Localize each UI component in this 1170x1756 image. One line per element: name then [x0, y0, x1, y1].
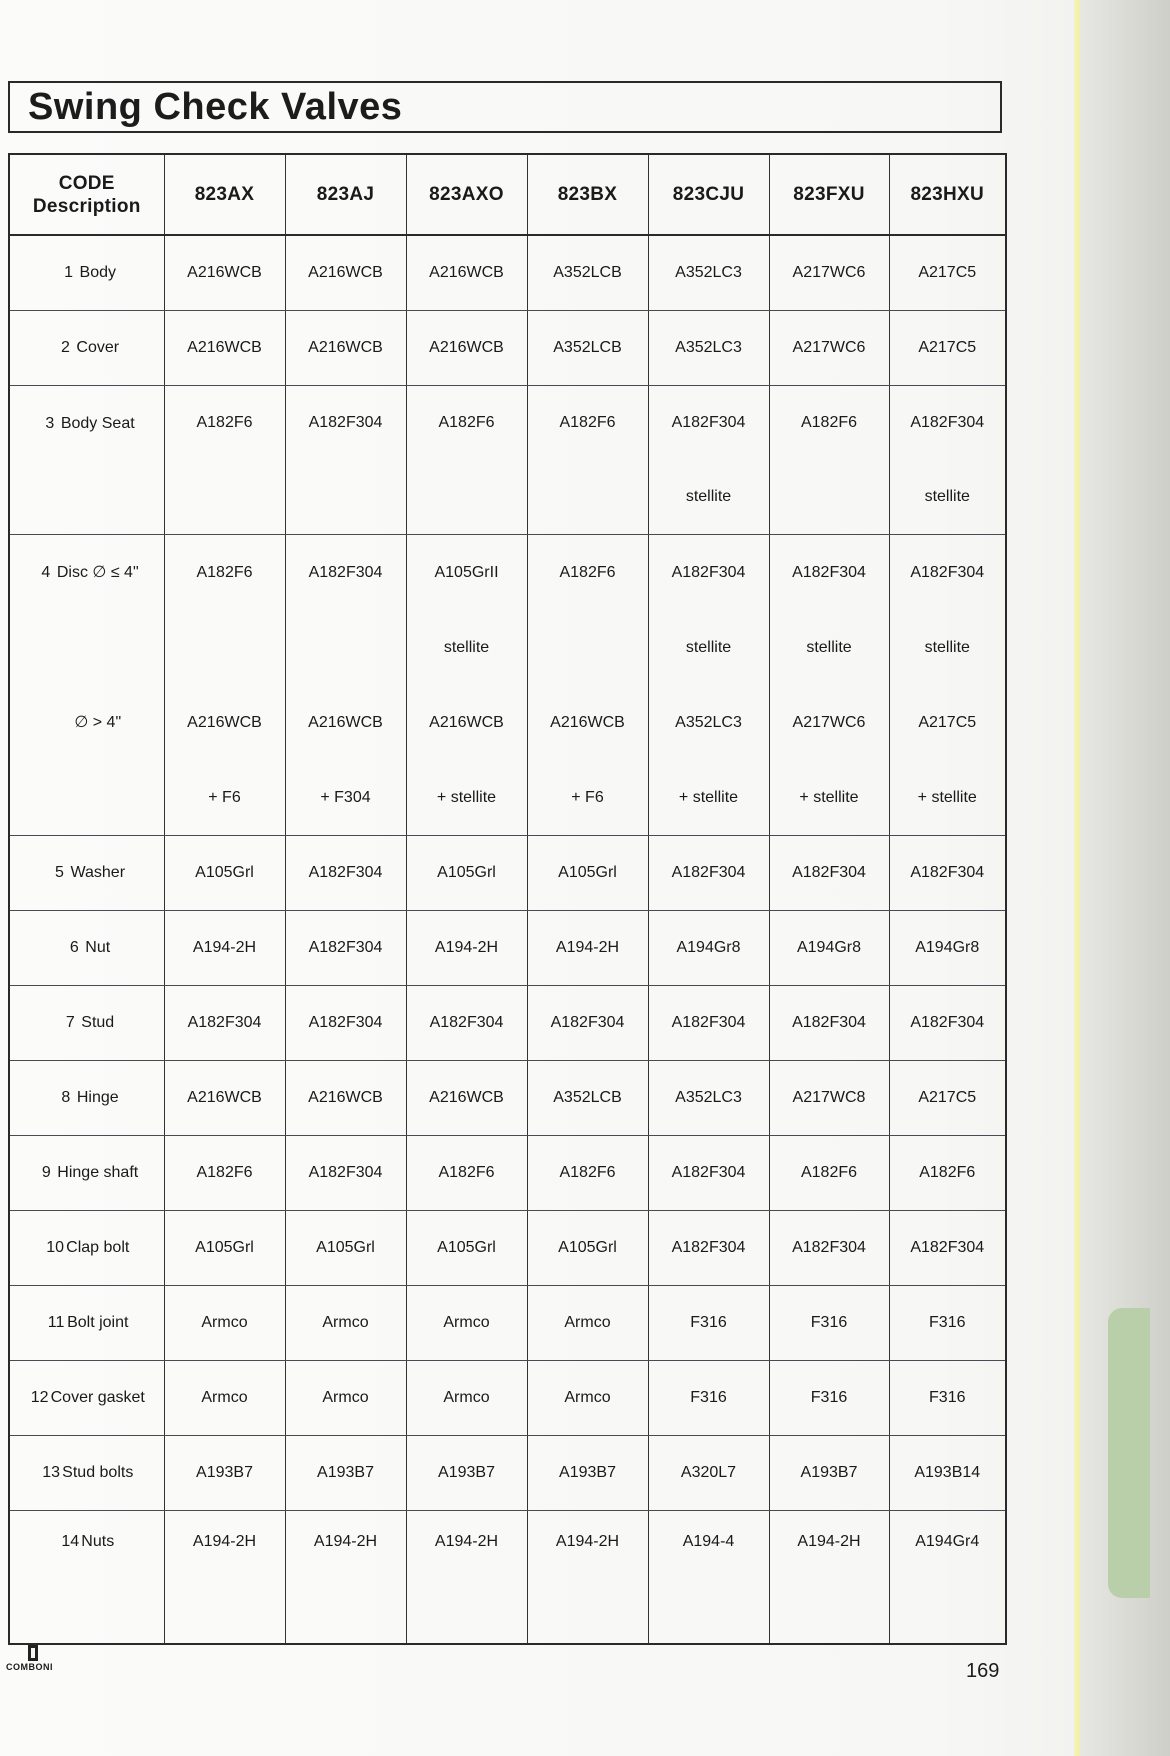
material-cell: A216WCB — [406, 311, 527, 386]
part-number: 11 — [47, 1314, 65, 1331]
material-cell — [769, 535, 889, 836]
part-name-variant: ∅ > 4" — [74, 714, 122, 731]
part-name: Disc ∅ ≤ 4" — [56, 564, 139, 581]
material-cell: A105Grl — [406, 1211, 527, 1286]
header-row — [9, 154, 1006, 235]
part-description-cell — [9, 1361, 164, 1436]
material-value: A216WCB — [308, 714, 383, 731]
material-value: stellite — [443, 639, 490, 656]
part-number: 10 — [46, 1239, 65, 1256]
part-description-cell — [9, 535, 164, 836]
material-cell: A105Grl — [164, 836, 285, 911]
table-row — [9, 535, 1006, 836]
material-value: A182F6 — [800, 414, 858, 431]
material-cell — [406, 535, 527, 836]
material-cell: A352LCB — [527, 235, 648, 311]
material-cell — [889, 386, 1006, 535]
material-value: stellite — [924, 488, 970, 505]
material-cell — [527, 386, 648, 535]
material-cell: A182F304 — [769, 986, 889, 1061]
part-description-cell — [9, 911, 164, 986]
column-header-code: 823HXU — [889, 154, 1006, 235]
materials-table — [8, 153, 1007, 1645]
material-value: A182F304 — [910, 564, 985, 581]
part-description-cell — [9, 836, 164, 911]
part-description-cell — [9, 1286, 164, 1361]
brand-logo — [6, 1645, 76, 1675]
material-value: A182F6 — [438, 414, 495, 431]
table-row — [9, 911, 1006, 986]
material-cell: A216WCB — [164, 235, 285, 311]
material-cell: A105Grl — [164, 1211, 285, 1286]
part-name: Hinge shaft — [57, 1164, 139, 1181]
table-row — [9, 1511, 1006, 1645]
material-cell: A352LCB — [527, 311, 648, 386]
part-number: 2 — [60, 339, 70, 356]
material-value: + F6 — [208, 789, 241, 806]
material-value: A182F6 — [196, 414, 253, 431]
material-cell: A193B7 — [406, 1436, 527, 1511]
table-row — [9, 1136, 1006, 1211]
material-cell — [406, 386, 527, 535]
part-name: Body — [79, 264, 116, 281]
material-cell: A194-4 — [648, 1511, 769, 1645]
material-cell: A217C5 — [889, 1061, 1006, 1136]
material-cell: Armco — [285, 1286, 406, 1361]
table-row — [9, 986, 1006, 1061]
part-description-cell — [9, 311, 164, 386]
material-cell: Armco — [164, 1361, 285, 1436]
material-cell: A193B7 — [769, 1436, 889, 1511]
part-number: 12 — [30, 1389, 49, 1406]
material-cell: A105Grl — [527, 1211, 648, 1286]
material-value: A216WCB — [187, 714, 262, 731]
material-cell: F316 — [889, 1361, 1006, 1436]
material-value: A182F6 — [559, 414, 616, 431]
material-value: stellite — [924, 639, 970, 656]
part-description-cell — [9, 386, 164, 535]
material-cell: A182F304 — [648, 1211, 769, 1286]
part-name: Washer — [70, 864, 126, 881]
material-cell: A182F304 — [769, 836, 889, 911]
material-cell — [769, 386, 889, 535]
column-header-code: 823FXU — [769, 154, 889, 235]
part-name: Body Seat — [60, 415, 135, 432]
material-cell: A193B7 — [285, 1436, 406, 1511]
material-cell: F316 — [889, 1286, 1006, 1361]
material-cell: A182F304 — [406, 986, 527, 1061]
material-cell: A193B14 — [889, 1436, 1006, 1511]
material-cell: A182F6 — [406, 1136, 527, 1211]
material-value: A216WCB — [429, 714, 504, 731]
material-cell — [648, 535, 769, 836]
part-name: Cover — [76, 339, 120, 356]
material-value: stellite — [685, 488, 732, 505]
part-name: Bolt joint — [67, 1314, 129, 1331]
part-name: Stud — [81, 1014, 115, 1031]
material-cell: A182F6 — [164, 1136, 285, 1211]
material-value: A182F304 — [671, 564, 746, 581]
material-cell: A182F304 — [648, 986, 769, 1061]
material-cell: F316 — [769, 1286, 889, 1361]
logo-mark-icon — [28, 1645, 38, 1661]
material-cell: A182F304 — [648, 836, 769, 911]
material-cell — [164, 386, 285, 535]
brand-name: COMBONI — [6, 1662, 53, 1672]
material-cell: A194-2H — [527, 1511, 648, 1645]
material-value: + stellite — [799, 789, 859, 806]
material-cell: A194Gr8 — [769, 911, 889, 986]
part-number: 7 — [65, 1014, 75, 1031]
part-description-cell — [9, 1136, 164, 1211]
material-cell: A182F304 — [285, 911, 406, 986]
column-header-code: 823AX — [164, 154, 285, 235]
material-value: A217C5 — [918, 714, 977, 731]
material-cell: A216WCB — [285, 311, 406, 386]
material-cell: A194-2H — [406, 1511, 527, 1645]
material-value: stellite — [685, 639, 732, 656]
material-value: stellite — [806, 639, 852, 656]
part-name: Nut — [85, 939, 111, 956]
part-name: Cover gasket — [50, 1389, 145, 1406]
material-cell: A352LC3 — [648, 311, 769, 386]
part-description-cell — [9, 986, 164, 1061]
material-cell: A217C5 — [889, 235, 1006, 311]
material-value: A182F6 — [196, 564, 253, 581]
part-number: 5 — [55, 864, 64, 881]
material-cell: A352LC3 — [648, 1061, 769, 1136]
part-number: 4 — [41, 564, 51, 581]
part-number: 14 — [61, 1533, 80, 1550]
material-cell: F316 — [648, 1361, 769, 1436]
material-value: A182F304 — [792, 564, 866, 581]
column-header-code: 823AJ — [285, 154, 406, 235]
material-cell: A194-2H — [406, 911, 527, 986]
part-number: 9 — [41, 1164, 51, 1181]
title-box — [8, 81, 1002, 133]
material-cell: A105Grl — [406, 836, 527, 911]
material-value: A105GrII — [434, 564, 499, 581]
table-row — [9, 836, 1006, 911]
column-header-code: 823BX — [527, 154, 648, 235]
material-cell: A194Gr8 — [648, 911, 769, 986]
material-value: A182F304 — [671, 414, 746, 431]
material-cell: A216WCB — [164, 311, 285, 386]
material-cell: A182F6 — [769, 1136, 889, 1211]
table-row — [9, 235, 1006, 311]
material-cell: A194-2H — [527, 911, 648, 986]
part-number: 1 — [64, 264, 73, 281]
page-title: Swing Check Valves — [28, 86, 403, 128]
part-number: 8 — [61, 1089, 71, 1106]
column-header-code: 823CJU — [648, 154, 769, 235]
material-cell: A182F6 — [889, 1136, 1006, 1211]
material-cell: A182F304 — [285, 1136, 406, 1211]
code-description-header — [9, 154, 164, 235]
material-value: + F304 — [320, 789, 371, 806]
material-cell: A216WCB — [164, 1061, 285, 1136]
material-value: A352LC3 — [675, 714, 742, 731]
material-value: + F6 — [571, 789, 604, 806]
material-cell: A216WCB — [406, 235, 527, 311]
material-cell — [889, 535, 1006, 836]
material-value: + stellite — [678, 789, 739, 806]
material-cell: A194-2H — [285, 1511, 406, 1645]
material-cell: A217WC8 — [769, 1061, 889, 1136]
table-row — [9, 1211, 1006, 1286]
material-cell: Armco — [527, 1286, 648, 1361]
material-cell: A216WCB — [285, 1061, 406, 1136]
part-description-cell — [9, 235, 164, 311]
table-row — [9, 1436, 1006, 1511]
part-description-cell — [9, 1436, 164, 1511]
part-description-cell — [9, 1061, 164, 1136]
material-cell: A194-2H — [164, 911, 285, 986]
table-row — [9, 386, 1006, 535]
material-cell: A320L7 — [648, 1436, 769, 1511]
table-row — [9, 1361, 1006, 1436]
material-cell: A352LC3 — [648, 235, 769, 311]
material-cell — [285, 535, 406, 836]
material-cell: A182F304 — [769, 1211, 889, 1286]
material-cell: Armco — [406, 1361, 527, 1436]
material-cell: A217WC6 — [769, 235, 889, 311]
part-name: Clap bolt — [66, 1239, 130, 1256]
page-number: 169 — [966, 1660, 1000, 1682]
material-cell: F316 — [769, 1361, 889, 1436]
material-cell: A194-2H — [769, 1511, 889, 1645]
material-cell: A216WCB — [406, 1061, 527, 1136]
material-cell: Armco — [285, 1361, 406, 1436]
material-cell: A194Gr8 — [889, 911, 1006, 986]
material-cell: A182F304 — [889, 1211, 1006, 1286]
section-tab — [1108, 1308, 1150, 1598]
material-cell: Armco — [527, 1361, 648, 1436]
material-cell: A193B7 — [527, 1436, 648, 1511]
part-description-cell — [9, 1511, 164, 1645]
material-cell — [285, 386, 406, 535]
part-description-cell — [9, 1211, 164, 1286]
material-cell: A217C5 — [889, 311, 1006, 386]
part-number: 13 — [42, 1464, 61, 1481]
material-value: A182F304 — [308, 414, 383, 431]
table-row — [9, 1286, 1006, 1361]
material-cell: A182F304 — [164, 986, 285, 1061]
material-cell: A217WC6 — [769, 311, 889, 386]
material-cell: A194Gr4 — [889, 1511, 1006, 1645]
material-value: A217WC6 — [792, 714, 866, 731]
material-cell: Armco — [164, 1286, 285, 1361]
material-cell: A194-2H — [164, 1511, 285, 1645]
material-cell: A182F304 — [285, 986, 406, 1061]
material-cell: A182F304 — [648, 1136, 769, 1211]
part-number: 3 — [45, 415, 55, 432]
column-header-code: 823AXO — [406, 154, 527, 235]
description-label: Description — [32, 195, 141, 217]
material-value: + stellite — [917, 789, 977, 806]
table-row — [9, 1061, 1006, 1136]
material-cell: F316 — [648, 1286, 769, 1361]
material-cell: A105Grl — [285, 1211, 406, 1286]
material-cell — [648, 386, 769, 535]
material-cell: A105Grl — [527, 836, 648, 911]
material-value: A216WCB — [550, 714, 625, 731]
material-value: A182F6 — [559, 564, 616, 581]
material-cell: A182F6 — [527, 1136, 648, 1211]
material-value: A182F304 — [308, 564, 383, 581]
part-number: 6 — [69, 939, 79, 956]
material-cell: A352LCB — [527, 1061, 648, 1136]
code-label: CODE — [58, 172, 115, 194]
material-cell: A182F304 — [889, 986, 1006, 1061]
material-cell: Armco — [406, 1286, 527, 1361]
table-row — [9, 311, 1006, 386]
material-cell: A182F304 — [285, 836, 406, 911]
material-cell: A182F304 — [889, 836, 1006, 911]
material-cell — [527, 535, 648, 836]
part-name: Stud bolts — [62, 1464, 134, 1481]
part-name: Nuts — [81, 1533, 115, 1550]
material-cell: A216WCB — [285, 235, 406, 311]
material-value: A182F304 — [910, 414, 985, 431]
part-name: Hinge — [76, 1089, 119, 1106]
material-value: + stellite — [436, 789, 497, 806]
material-cell: A182F304 — [527, 986, 648, 1061]
material-cell: A193B7 — [164, 1436, 285, 1511]
material-cell — [164, 535, 285, 836]
